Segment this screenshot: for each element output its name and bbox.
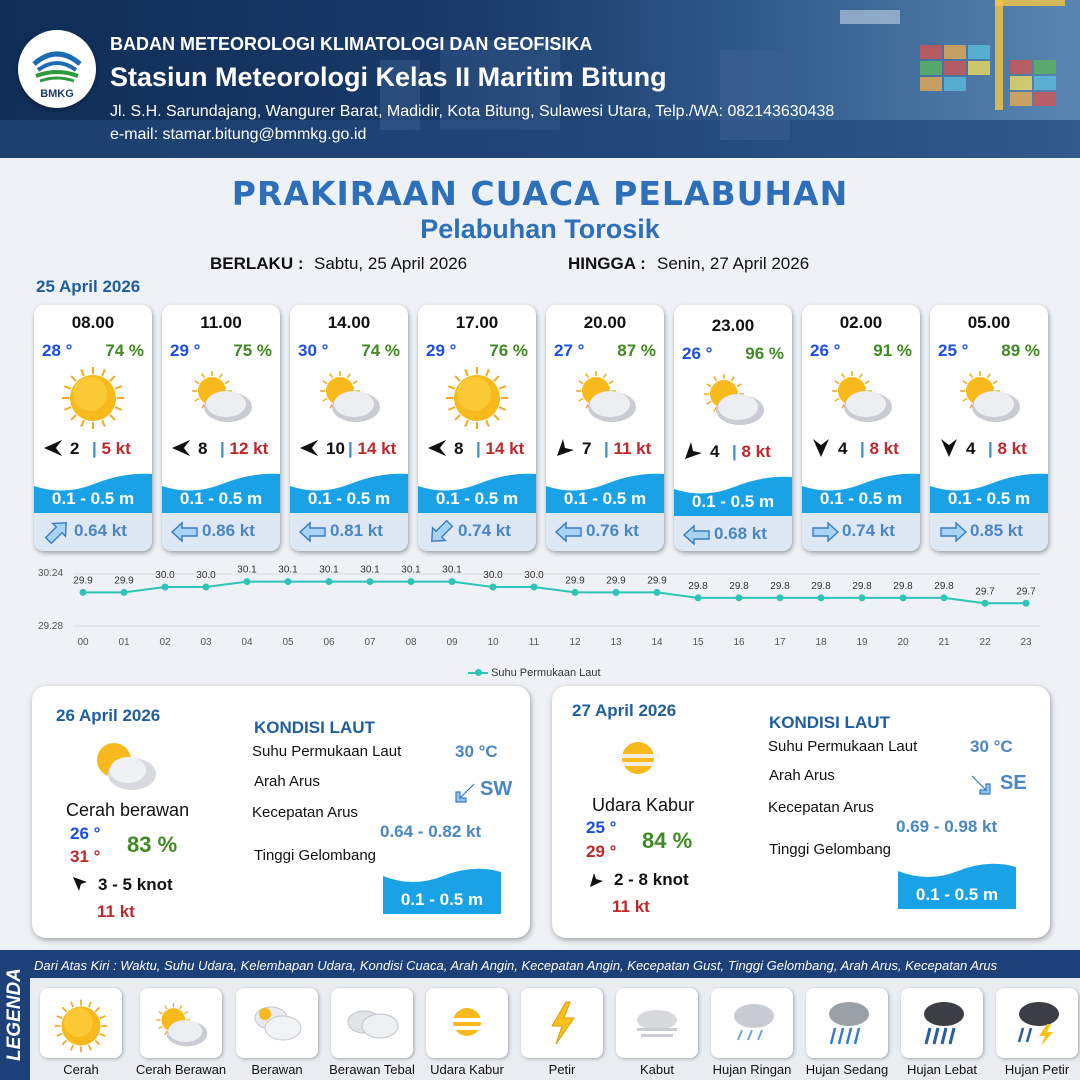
forecast-current-speed: 0.74 kt	[842, 521, 895, 540]
sun-icon	[53, 998, 109, 1059]
sst-point	[695, 594, 702, 601]
sst-tick-label: 12	[569, 637, 581, 648]
sst-data-label: 29.9	[647, 575, 667, 587]
port-name: Pelabuhan Torosik	[420, 214, 660, 244]
sst-data-label: 30.0	[196, 570, 216, 581]
forecast-time: 14.00	[327, 313, 371, 332]
forecast-wind-speed: 10	[326, 439, 345, 458]
station-email: e-mail: stamar.bitung@bmmkg.go.id	[110, 126, 367, 143]
sst-data-label: 29.8	[852, 580, 872, 592]
forecast-wind	[418, 437, 536, 461]
legend-item-label: Kabut	[640, 1062, 674, 1077]
arrow-up-right-icon	[42, 520, 72, 549]
arrow-down-left-icon	[426, 520, 456, 549]
legend-item	[40, 988, 122, 1058]
sst-data-label: 29.8	[729, 580, 749, 592]
forecast-time: 02.00	[839, 313, 883, 332]
sst-point	[203, 584, 210, 591]
sun-icon	[60, 365, 126, 431]
legend-item	[521, 988, 603, 1058]
sst-point	[941, 594, 948, 601]
forecast-wind	[674, 440, 792, 464]
heavy-cloud-icon	[344, 998, 400, 1053]
forecast-humidity: 96 %	[745, 344, 784, 363]
arrow-down-left-icon	[682, 440, 704, 467]
forecast-wind-speed: 2	[70, 439, 80, 458]
day2-sst-value: 30 °C	[455, 742, 498, 761]
org-name: BADAN METEOROLOGI KLIMATOLOGI DAN GEOFISIKA	[110, 34, 593, 54]
forecast-gust: | 14 kt	[348, 439, 397, 458]
forecast-wind	[802, 437, 920, 461]
sst-point	[654, 589, 661, 596]
sst-point	[408, 578, 415, 585]
sst-legend-label: Suhu Permukaan Laut	[491, 667, 601, 679]
legend-item	[140, 988, 222, 1058]
sst-data-label: 29.7	[975, 586, 995, 598]
forecast-time: 11.00	[200, 313, 242, 332]
forecast-wave: 0.1 - 0.5 m	[435, 489, 519, 508]
legend-item-label: Udara Kabur	[430, 1062, 504, 1077]
day2-wind: 3 - 5 knot	[98, 875, 173, 894]
forecast-card	[802, 305, 920, 551]
legend-item	[331, 988, 413, 1058]
sun-cloud-icon	[572, 365, 638, 431]
forecast-current-speed: 0.64 kt	[74, 521, 127, 540]
forecast-wind-speed: 7	[582, 439, 592, 458]
day3-sst-value: 30 °C	[970, 737, 1013, 756]
day3-wave-value: 0.1 - 0.5 m	[915, 885, 999, 904]
forecast-card	[546, 305, 664, 551]
legend-item	[616, 988, 698, 1058]
sst-tick-label: 19	[856, 637, 868, 648]
day3-weather-icon	[610, 734, 666, 784]
page-title: PRAKIRAAN CUACA PELABUHAN	[231, 174, 849, 213]
arrow-left-icon	[554, 520, 584, 549]
header-banner	[0, 0, 1080, 158]
day2-speed-label: Kecepatan Arus	[252, 804, 358, 821]
forecast-wave: 0.1 - 0.5 m	[691, 492, 775, 511]
forecast-humidity: 75 %	[233, 341, 272, 360]
forecast-wind-speed: 4	[710, 442, 720, 461]
sst-data-label: 30.1	[401, 564, 421, 576]
sst-data-label: 29.8	[688, 580, 708, 592]
forecast-humidity: 74 %	[105, 341, 144, 360]
sst-tick-label: 02	[159, 637, 171, 648]
day2-speed-value: 0.64 - 0.82 kt	[380, 822, 482, 841]
forecast-wind	[162, 437, 280, 461]
sst-data-label: 29.9	[606, 575, 626, 587]
arrow-right-icon	[810, 520, 840, 549]
forecast-wave: 0.1 - 0.5 m	[819, 489, 903, 508]
day3-sea-title: KONDISI LAUT	[769, 713, 890, 732]
forecast-card	[674, 305, 792, 551]
day1-date: 25 April 2026	[36, 277, 141, 296]
legend-item-label: Hujan Sedang	[805, 1062, 889, 1077]
sst-tick-label: 10	[487, 637, 499, 648]
forecast-gust: | 8 kt	[732, 442, 771, 461]
day3-wind-arrow-icon	[586, 870, 606, 890]
sst-point	[613, 589, 620, 596]
day2-dir-value: SW	[480, 778, 513, 800]
forecast-card	[162, 305, 280, 551]
forecast-wave: 0.1 - 0.5 m	[947, 489, 1031, 508]
forecast-temp: 29 °	[426, 341, 457, 360]
sst-chart	[0, 560, 1080, 685]
sst-tick-label: 21	[938, 637, 950, 648]
forecast-wind-speed: 4	[838, 439, 848, 458]
bmkg-logo	[18, 30, 96, 108]
day2-wind-arrow-icon	[70, 874, 90, 894]
forecast-current	[418, 513, 536, 551]
day2-wave-value: 0.1 - 0.5 m	[400, 890, 484, 909]
legend-item	[806, 988, 888, 1058]
sst-data-label: 30.1	[278, 564, 298, 576]
station-name: Stasiun Meteorologi Kelas II Maritim Bitung	[110, 62, 667, 92]
day3-sst-label: Suhu Permukaan Laut	[768, 738, 918, 755]
legend-item-label: Berawan	[251, 1062, 303, 1077]
sst-tick-label: 01	[118, 637, 130, 648]
lightning-icon	[534, 998, 590, 1053]
day3-dir-value: SE	[1000, 772, 1027, 794]
sst-ymin-label: 29.28	[38, 621, 64, 632]
sst-data-label: 29.9	[114, 575, 134, 587]
forecast-gust: | 12 kt	[220, 439, 269, 458]
forecast-temp: 25 °	[938, 341, 969, 360]
forecast-wave: 0.1 - 0.5 m	[563, 489, 647, 508]
sst-tick-label: 17	[774, 637, 786, 648]
day3-date: 27 April 2026	[572, 701, 677, 720]
arrow-left-icon	[682, 523, 712, 551]
day2-weather: Cerah berawan	[66, 800, 190, 820]
sst-point	[490, 584, 497, 591]
sst-line	[83, 582, 1026, 604]
legend-item-label: Cerah	[63, 1062, 99, 1077]
sst-data-label: 29.8	[770, 580, 790, 592]
day3-current-arrow-icon	[968, 772, 994, 798]
forecast-gust: | 14 kt	[476, 439, 525, 458]
sst-point	[982, 600, 989, 607]
legend-item-label: Berawan Tebal	[329, 1062, 415, 1077]
forecast-wave: 0.1 - 0.5 m	[51, 489, 135, 508]
sst-tick-label: 03	[200, 637, 212, 648]
legend-item	[236, 988, 318, 1058]
day3-tmin: 25 °	[586, 818, 617, 837]
sst-tick-label: 08	[405, 637, 417, 648]
sst-point	[736, 594, 743, 601]
sst-tick-label: 16	[733, 637, 745, 648]
sst-ymax-label: 30.24	[38, 568, 64, 579]
day3-speed-label: Kecepatan Arus	[768, 799, 874, 816]
light-rain-icon	[724, 998, 780, 1053]
forecast-current-speed: 0.86 kt	[202, 521, 255, 540]
sst-data-label: 30.1	[319, 564, 339, 576]
sst-point	[1023, 600, 1030, 607]
forecast-current	[930, 513, 1048, 551]
day3-wind: 2 - 8 knot	[614, 870, 689, 889]
sst-data-label: 29.7	[1016, 586, 1036, 598]
forecast-time: 23.00	[711, 316, 755, 335]
forecast-card	[418, 305, 536, 551]
forecast-temp: 28 °	[42, 341, 73, 360]
forecast-current	[290, 513, 408, 551]
forecast-wave: 0.1 - 0.5 m	[179, 489, 263, 508]
day2-sst-label: Suhu Permukaan Laut	[252, 743, 402, 760]
sun-cloud-icon	[188, 365, 254, 431]
sst-tick-label: 04	[241, 637, 253, 648]
sst-point	[449, 578, 456, 585]
sun-cloud-icon	[316, 365, 382, 431]
forecast-current-speed: 0.68 kt	[714, 524, 767, 543]
forecast-current	[34, 513, 152, 551]
forecast-card	[34, 305, 152, 551]
sst-point	[121, 589, 128, 596]
forecast-gust: | 5 kt	[92, 439, 131, 458]
forecast-time: 17.00	[455, 313, 499, 332]
forecast-temp: 26 °	[682, 344, 713, 363]
arrow-left-icon	[298, 437, 320, 464]
forecast-time: 20.00	[583, 313, 627, 332]
arrow-right-icon	[938, 520, 968, 549]
forecast-wind	[290, 437, 408, 461]
sst-legend	[468, 667, 601, 679]
forecast-wave: 0.1 - 0.5 m	[307, 489, 391, 508]
legend-item-label: Hujan Petir	[1004, 1062, 1070, 1077]
sst-point	[285, 578, 292, 585]
day2-gust: 11 kt	[97, 902, 135, 921]
forecast-gust: | 11 kt	[604, 439, 652, 458]
forecast-time: 08.00	[71, 313, 115, 332]
sst-tick-label: 18	[815, 637, 827, 648]
day2-sea-title: KONDISI LAUT	[254, 718, 375, 737]
sst-point	[326, 578, 333, 585]
forecast-humidity: 76 %	[489, 341, 528, 360]
logo-text: BMKG	[40, 88, 74, 100]
forecast-wind	[930, 437, 1048, 461]
arrow-left-icon	[298, 520, 328, 549]
sst-point	[162, 584, 169, 591]
sst-tick-label: 07	[364, 637, 376, 648]
day3-weather: Udara Kabur	[592, 795, 695, 815]
forecast-humidity: 74 %	[361, 341, 400, 360]
arrow-left-icon	[170, 520, 200, 549]
sst-legend-marker	[468, 672, 488, 674]
forecast-current-speed: 0.76 kt	[586, 521, 639, 540]
station-address: Jl. S.H. Sarundajang, Wangurer Barat, Madidir, Kota Bitung, Sulawesi Utara, Telp./WA: 082143630438	[110, 103, 835, 120]
sst-data-label: 30.1	[442, 564, 462, 576]
sst-tick-label: 23	[1020, 637, 1032, 648]
sun-icon	[444, 365, 510, 431]
forecast-card	[930, 305, 1048, 551]
forecast-current	[674, 516, 792, 551]
day3-wave-label: Tinggi Gelombang	[769, 841, 892, 858]
forecast-gust: | 8 kt	[988, 439, 1027, 458]
sst-tick-label: 11	[528, 637, 540, 648]
sst-data-label: 29.8	[934, 580, 954, 592]
sst-tick-label: 14	[651, 637, 663, 648]
sst-data-label: 30.0	[483, 570, 503, 581]
legend-item	[901, 988, 983, 1058]
day3-gust: 11 kt	[612, 897, 650, 916]
sst-data-label: 30.0	[524, 570, 544, 581]
day3-dir-label: Arah Arus	[769, 767, 835, 784]
forecast-temp: 26 °	[810, 341, 841, 360]
forecast-wind-speed: 8	[198, 439, 208, 458]
arrow-left-icon	[42, 437, 64, 464]
forecast-current	[162, 513, 280, 551]
day2-date: 26 April 2026	[56, 706, 161, 725]
forecast-card	[290, 305, 408, 551]
valid-from-label: BERLAKU :	[210, 254, 304, 273]
day2-dir-label: Arah Arus	[254, 773, 320, 790]
day2-wave-label: Tinggi Gelombang	[254, 847, 377, 864]
legend-side-label: LEGENDA	[4, 968, 25, 1061]
fog-icon	[629, 998, 685, 1053]
forecast-current	[546, 513, 664, 551]
sst-tick-label: 09	[446, 637, 458, 648]
arrow-down-left-icon	[554, 437, 576, 464]
forecast-time: 05.00	[967, 313, 1011, 332]
arrow-left-icon	[170, 437, 192, 464]
forecast-wind-speed: 4	[966, 439, 976, 458]
forecast-current-speed: 0.74 kt	[458, 521, 511, 540]
sst-data-label: 30.0	[155, 570, 175, 581]
valid-from-value: Sabtu, 25 April 2026	[314, 254, 468, 273]
sun-cloud-icon	[153, 998, 209, 1059]
forecast-current-speed: 0.85 kt	[970, 521, 1023, 540]
sst-point	[80, 589, 87, 596]
sst-point	[900, 594, 907, 601]
forecast-gust: | 8 kt	[860, 439, 899, 458]
forecast-humidity: 87 %	[617, 341, 656, 360]
day2-humidity: 83 %	[127, 832, 178, 857]
day2-tmin: 26 °	[70, 824, 101, 843]
forecast-humidity: 91 %	[873, 341, 912, 360]
day3-humidity: 84 %	[642, 828, 693, 853]
sst-data-label: 30.1	[360, 564, 380, 576]
forecast-temp: 30 °	[298, 341, 329, 360]
sst-point	[367, 578, 374, 585]
legend-item-label: Cerah Berawan	[135, 1062, 227, 1077]
sst-point	[818, 594, 825, 601]
moderate-rain-icon	[819, 998, 875, 1053]
forecast-wind	[34, 437, 152, 461]
sun-cloud-icon	[828, 365, 894, 431]
sst-tick-label: 15	[692, 637, 704, 648]
sst-data-label: 29.9	[73, 575, 93, 587]
sst-point	[777, 594, 784, 601]
forecast-temp: 27 °	[554, 341, 585, 360]
thunderstorm-icon	[1009, 998, 1065, 1053]
legend-item-label: Hujan Ringan	[712, 1062, 792, 1077]
forecast-humidity: 89 %	[1001, 341, 1040, 360]
cloud-icon	[249, 998, 305, 1053]
sst-tick-label: 05	[282, 637, 294, 648]
arrow-down-icon	[810, 437, 832, 464]
day3-speed-value: 0.69 - 0.98 kt	[896, 817, 998, 836]
forecast-wind-speed: 8	[454, 439, 464, 458]
day2-current-arrow-icon	[452, 780, 478, 806]
sst-point	[859, 594, 866, 601]
sst-tick-label: 20	[897, 637, 909, 648]
day3-tmax: 29 °	[586, 842, 617, 861]
legend-item	[996, 988, 1078, 1058]
sst-point	[572, 589, 579, 596]
legend-item	[426, 988, 508, 1058]
sun-cloud-icon	[956, 365, 1022, 431]
forecast-current-speed: 0.81 kt	[330, 521, 383, 540]
legend-item	[711, 988, 793, 1058]
sst-tick-label: 00	[77, 637, 89, 648]
legend-description: Dari Atas Kiri : Waktu, Suhu Udara, Kelembapan Udara, Kondisi Cuaca, Arah Angin, Kecepatan Angin, Kecepatan Gust, Tinggi Gelombang, Arah Arus, Kecepatan Arus	[34, 958, 998, 973]
sst-tick-label: 13	[610, 637, 622, 648]
valid-to-label: HINGGA :	[568, 254, 646, 273]
day2-tmax: 31 °	[70, 847, 101, 866]
sst-tick-label: 22	[979, 637, 991, 648]
day2-weather-icon	[88, 736, 160, 796]
sst-point	[244, 578, 251, 585]
heavy-rain-icon	[914, 998, 970, 1053]
sst-data-label: 30.1	[237, 564, 257, 576]
sst-data-label: 29.8	[811, 580, 831, 592]
haze-icon	[439, 998, 495, 1053]
forecast-wind	[546, 437, 664, 461]
arrow-left-icon	[426, 437, 448, 464]
sst-data-label: 29.9	[565, 575, 585, 587]
valid-to-value: Senin, 27 April 2026	[657, 254, 810, 273]
legend-item-label: Hujan Lebat	[906, 1062, 978, 1077]
forecast-temp: 29 °	[170, 341, 201, 360]
arrow-down-icon	[938, 437, 960, 464]
sst-tick-label: 06	[323, 637, 335, 648]
sst-data-label: 29.8	[893, 580, 913, 592]
sst-point	[531, 584, 538, 591]
legend-item-label: Petir	[548, 1062, 576, 1077]
sun-cloud-icon	[700, 368, 766, 434]
forecast-current	[802, 513, 920, 551]
